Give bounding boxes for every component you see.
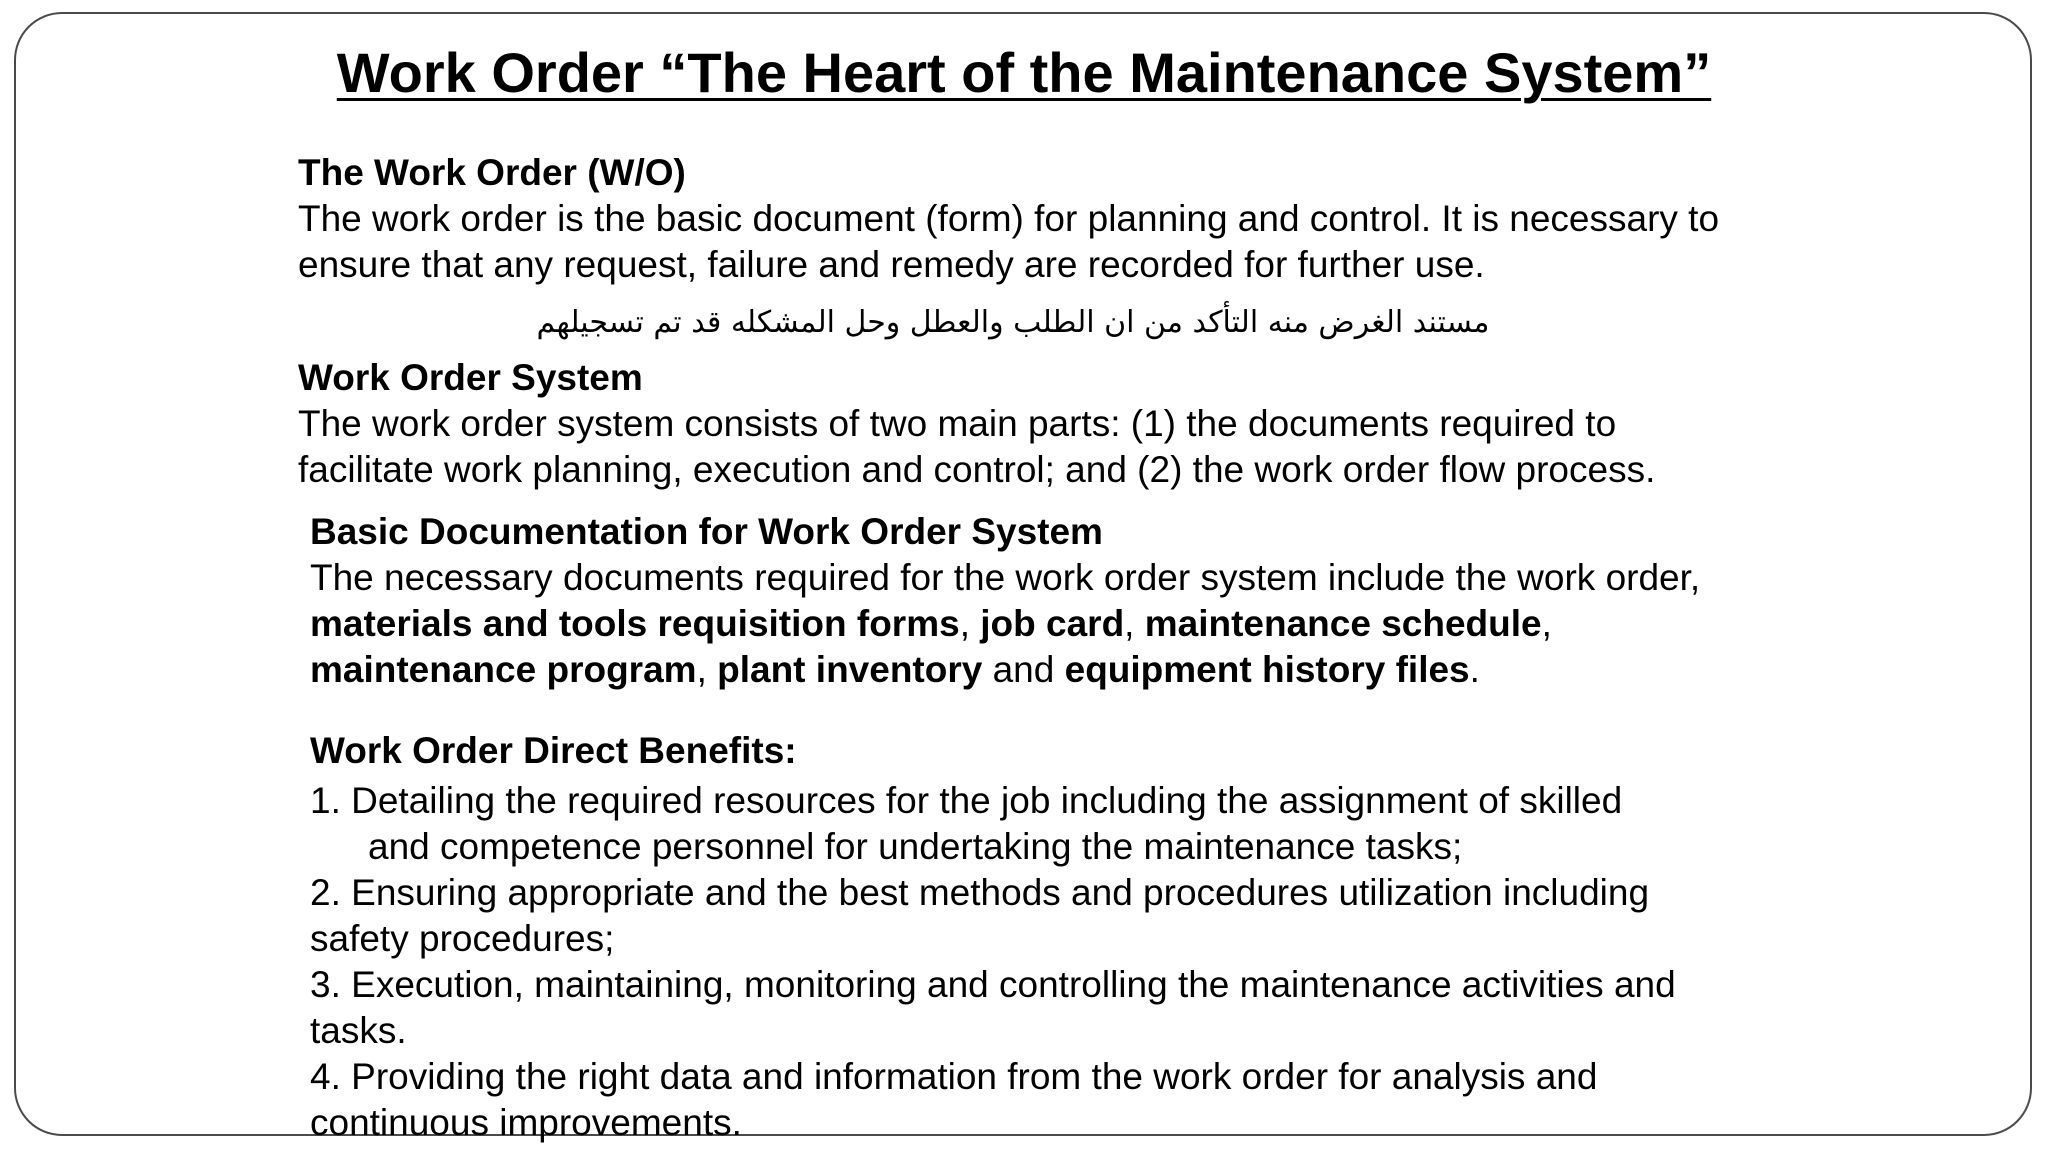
section-work-order — [298, 150, 1758, 288]
section-text — [310, 555, 1750, 693]
text-run: . — [1469, 649, 1480, 690]
bold-term: maintenance program — [310, 649, 697, 690]
list-item — [310, 778, 1750, 870]
section-text: The work order is the basic document (form) for planning and control. It is necessary to ensure that any request, failure and remedy are recorded for further use. — [298, 198, 1720, 285]
text-run: The necessary documents required for the work order system include the work order, — [310, 557, 1701, 598]
section-text: The work order system consists of two main parts: (1) the documents required to facilitate work planning, execution and control; and (2) the work order flow process. — [298, 403, 1656, 490]
section-heading: The Work Order (W/O) — [298, 152, 686, 193]
text-run: , — [1124, 603, 1145, 644]
section-heading: Basic Documentation for Work Order System — [310, 511, 1103, 552]
section-basic-documentation — [310, 509, 1750, 693]
list-item: 4. Providing the right data and information from the work order for analysis and continuous improvements. — [310, 1056, 1598, 1143]
bold-term: materials and tools requisition forms — [310, 603, 960, 644]
bold-term: plant inventory — [717, 649, 983, 690]
text-run: , — [959, 603, 981, 644]
section-benefits — [310, 728, 1750, 1146]
section-work-order-system — [298, 355, 1748, 493]
text-run: , — [696, 649, 718, 690]
bold-term: job card — [980, 603, 1125, 644]
list-item: 3. Execution, maintaining, monitoring and controlling the maintenance activities and tasks. — [310, 964, 1676, 1051]
section-heading: Work Order Direct Benefits: — [310, 730, 797, 771]
text-run: , — [1541, 603, 1552, 644]
text-run: and — [982, 649, 1065, 690]
page-title: Work Order “The Heart of the Maintenance System” — [336, 41, 1712, 104]
list-item-first-line: 1. Detailing the required resources for the job including the assignment of skilled — [310, 780, 1623, 821]
bold-term: equipment history files — [1064, 649, 1470, 690]
bold-term: maintenance schedule — [1144, 603, 1542, 644]
arabic-note: مستند الغرض منه التأكد من ان الطلب والعطل وحل المشكله قد تم تسجيلهم — [536, 305, 1490, 340]
list-item-continuation: and competence personnel for undertaking the maintenance tasks; — [368, 826, 1463, 867]
list-item: 2. Ensuring appropriate and the best methods and procedures utilization including safety procedures; — [310, 872, 1650, 959]
section-heading: Work Order System — [298, 357, 643, 398]
